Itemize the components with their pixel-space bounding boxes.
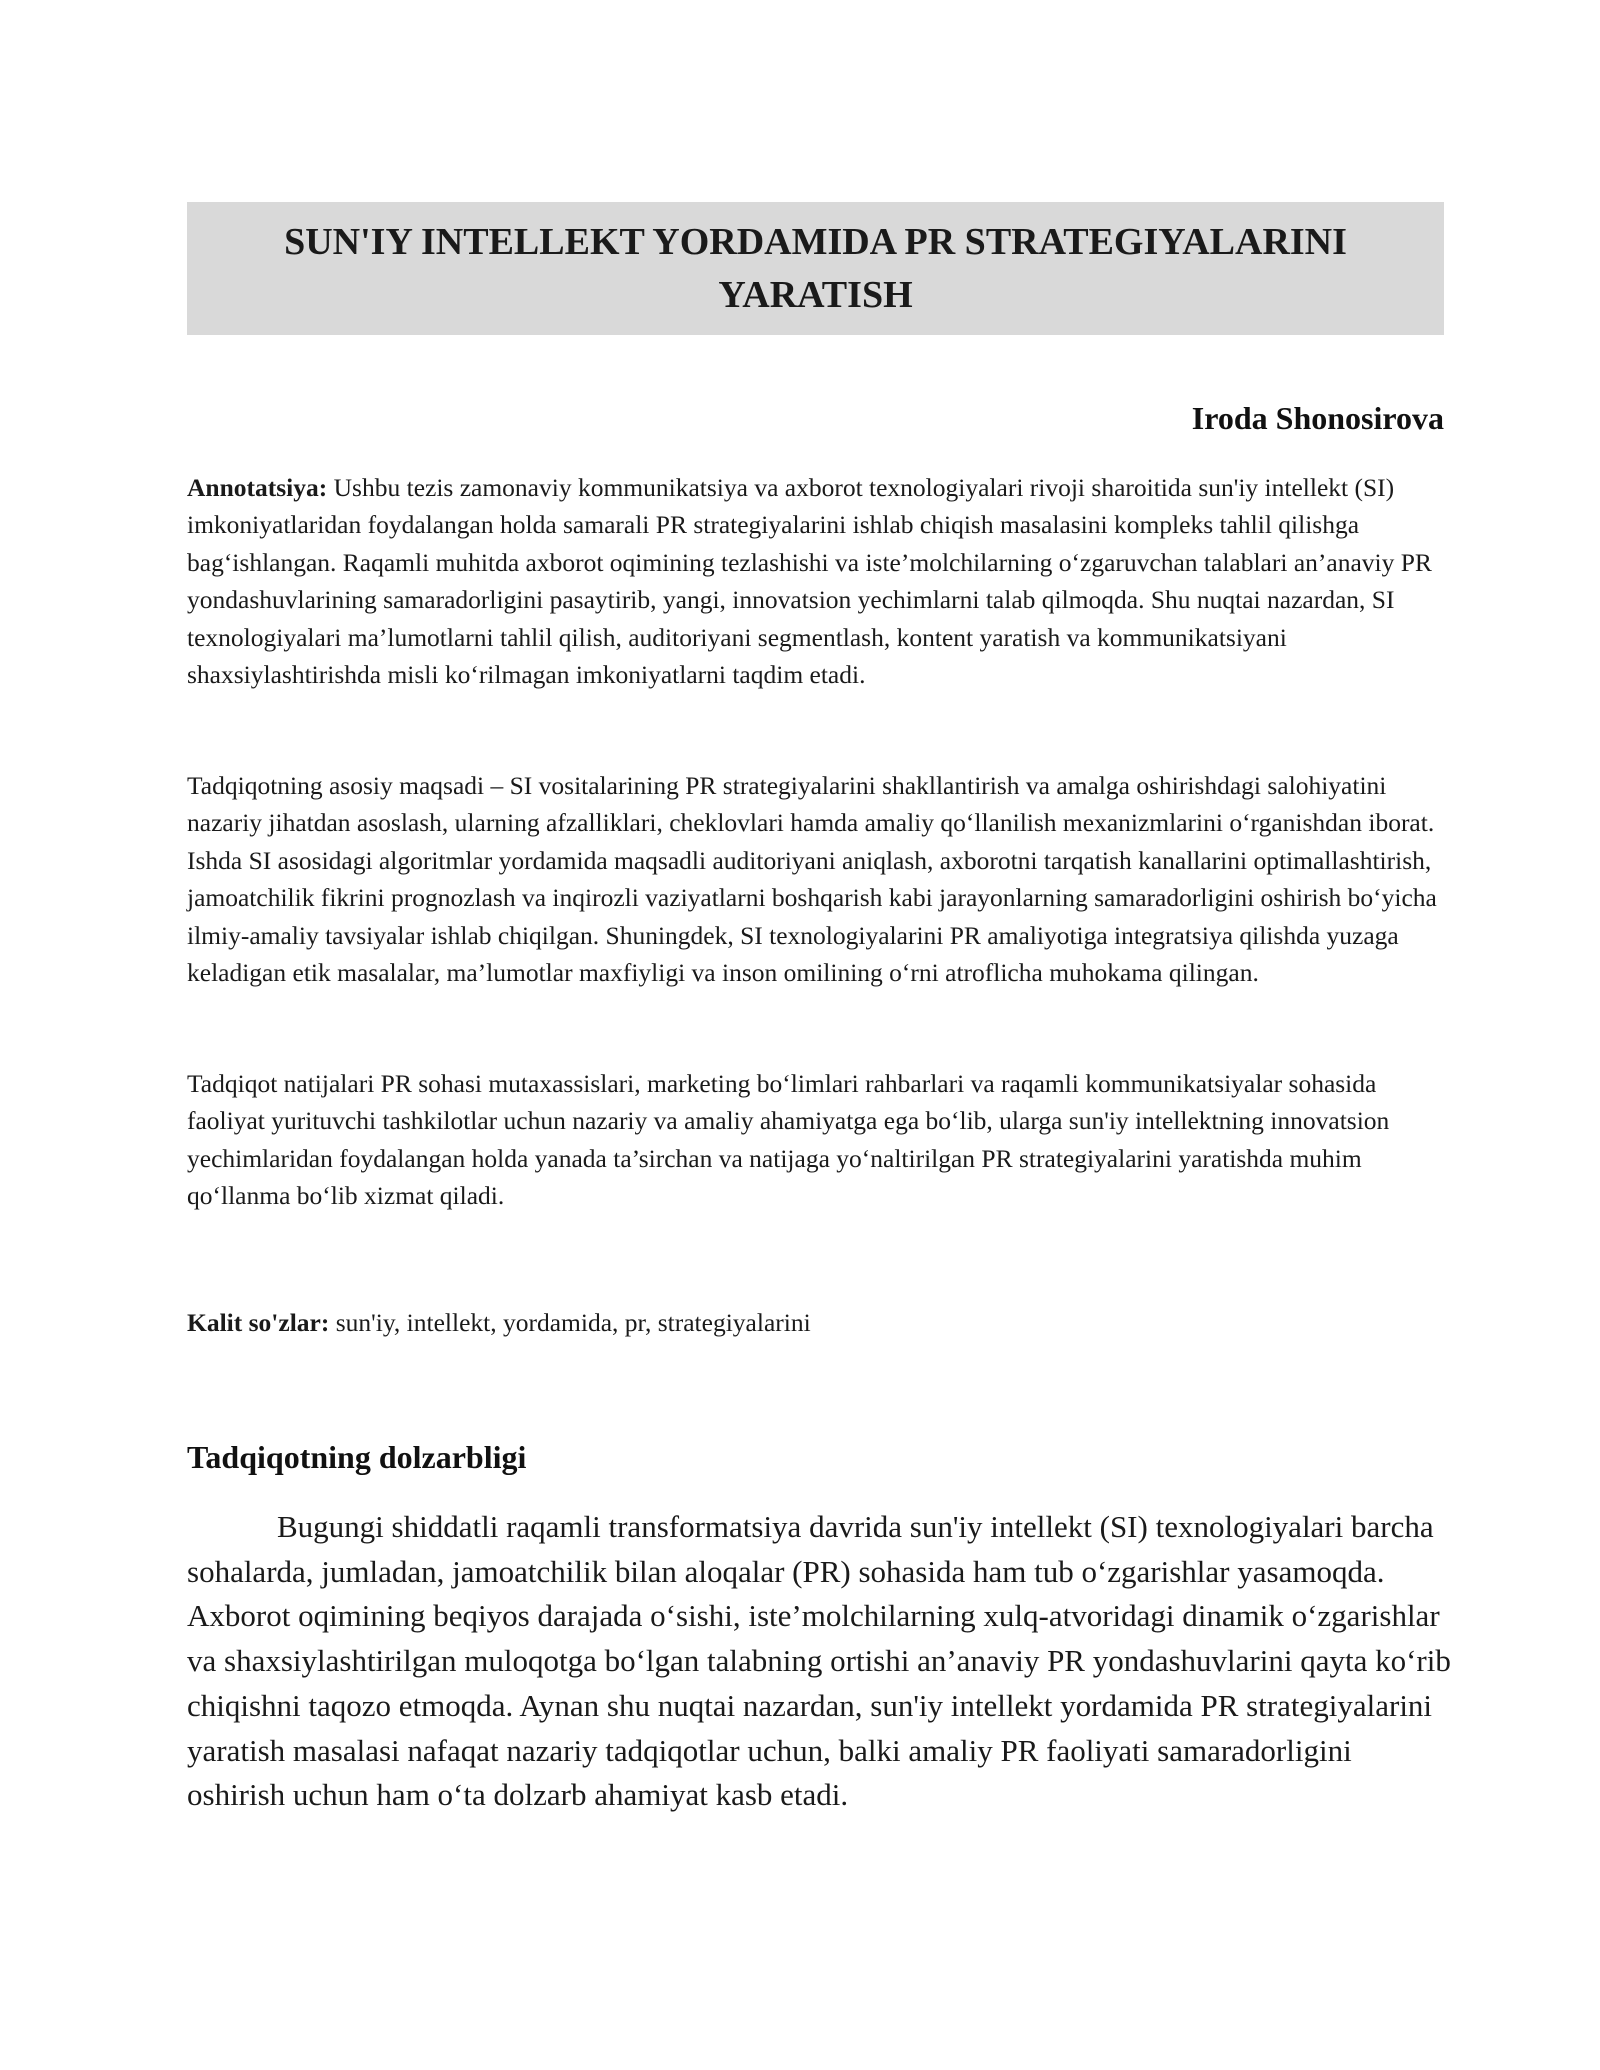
document-title: SUN'IY INTELLEKT YORDAMIDA PR STRATEGIYALARINI YARATISH (284, 220, 1347, 316)
abstract-text-1: Ushbu tezis zamonaviy kommunikatsiya va axborot texnologiyalari rivoji sharoitida sun'iy intellekt (SI) imkoniyatlaridan foydalangan holda samarali PR strategiyalarini ishlab chiqish masalasini kompleks tahlil qilishga bag‘ishlangan. Raqamli muhitda axborot oqimining tezlashishi va iste’molchilarning o‘zgaruvchan talablari an’anaviy PR yondashuvlarining samaradorligini pasaytirib, yangi, innovatsion yechimlarni talab qilmoqda. Shu nuqtai nazardan, SI texnologiyalari ma’lumotlarni tahlil qilish, auditoriyani segmentlash, kontent yaratish va kommunikatsiyani shaxsiylashtirishda misli ko‘rilmagan imkoniyatlarni taqdim etadi. (187, 473, 1432, 690)
keywords-label: Kalit so'zlar: (187, 1308, 330, 1337)
title-banner (187, 202, 1444, 335)
abstract-paragraph-1 (187, 469, 1449, 693)
abstract-paragraph-3: Tadqiqot natijalari PR sohasi mutaxassislari, marketing bo‘limlari rahbarlari va raqamli kommunikatsiyalar sohasida faoliyat yurituvchi tashkilotlar uchun nazariy va amaliy ahamiyatga ega bo‘lib, ularga sun'iy intellektning innovatsion yechimlaridan foydalangan holda yanada ta’sirchan va natijaga yo‘naltirilgan PR strategiyalarini yaratishda muhim qo‘llanma bo‘lib xizmat qiladi. (187, 1069, 1390, 1211)
abstract-paragraph-2: Tadqiqotning asosiy maqsadi – SI vositalarining PR strategiyalarini shakllantirish va amalga oshirishdagi salohiyatini nazariy jihatdan asoslash, ularning afzalliklari, cheklovlari hamda amaliy qo‘llanilish mexanizmlarini o‘rganishdan iborat. Ishda SI asosidagi algoritmlar yordamida maqsadli auditoriyani aniqlash, axborotni tarqatish kanallarini optimallashtirish, jamoatchilik fikrini prognozlash va inqirozli vaziyatlarni boshqarish kabi jarayonlarning samaradorligini oshirish bo‘yicha ilmiy-amaliy tavsiyalar ishlab chiqilgan. Shuningdek, SI texnologiyalarini PR amaliyotiga integratsiya qilishda yuzaga keladigan etik masalalar, ma’lumotlar maxfiyligi va inson omilining o‘rni atroflicha muhokama qilingan. (187, 771, 1437, 988)
abstract-label: Annotatsiya: (187, 473, 328, 502)
section-heading: Tadqiqotning dolzarbligi (187, 1439, 527, 1475)
keywords-line (187, 1304, 1449, 1341)
section-body: Bugungi shiddatli raqamli transformatsiya davrida sun'iy intellekt (SI) texnologiyalari barcha sohalarda, jumladan, jamoatchilik bilan aloqalar (PR) sohasida ham tub o‘zgarishlar yasamoqda. Axborot oqimining beqiyos darajada o‘sishi, iste’molchilarning xulq-atvoridagi dinamik o‘zgarishlar va shaxsiylashtirilgan muloqotga bo‘lgan talabning ortishi an’anaviy PR yondashuvlarini qayta ko‘rib chiqishni taqozo etmoqda. Aynan shu nuqtai nazardan, sun'iy intellekt yordamida PR strategiyalarini yaratish masalasi nafaqat nazariy tadqiqotlar uchun, balki amaliy PR faoliyati samaradorligini oshirish uchun ham o‘ta dolzarb ahamiyat kasb etadi. (187, 1509, 1451, 1813)
author-name: Iroda Shonosirova (1191, 400, 1444, 436)
keywords-text: sun'iy, intellekt, yordamida, pr, strategiyalarini (335, 1308, 811, 1337)
